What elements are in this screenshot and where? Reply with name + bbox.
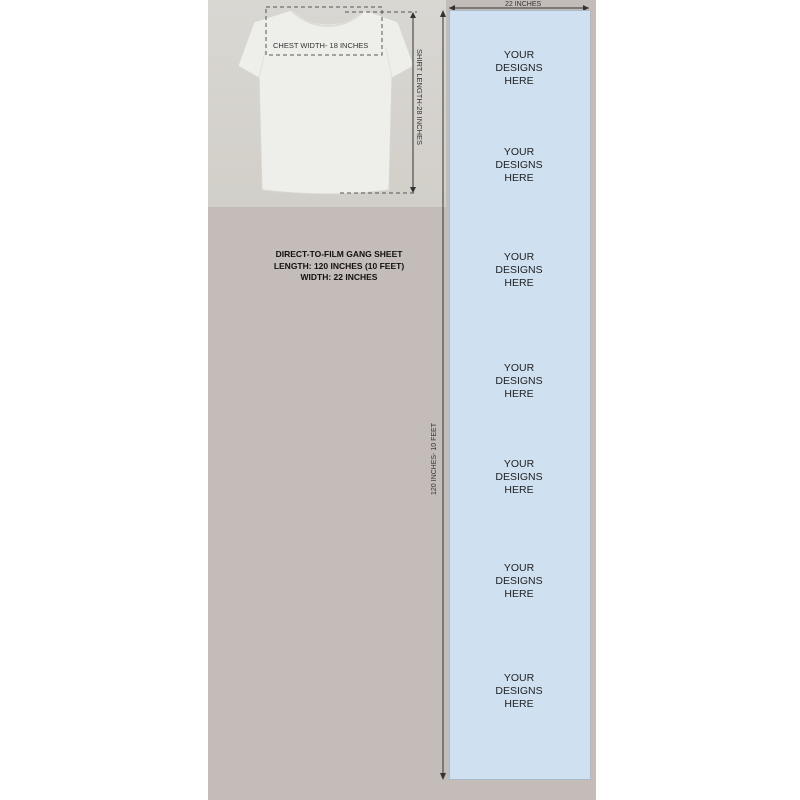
- design-slot: YOUR DESIGNS HERE: [495, 458, 543, 496]
- design-slot: YOUR DESIGNS HERE: [495, 251, 543, 289]
- sheet-length-label: 120 INCHES- 10 FEET: [431, 423, 438, 495]
- design-slot: YOUR DESIGNS HERE: [495, 562, 543, 600]
- sheet-width-label: 22 INCHES: [505, 1, 542, 8]
- shirt-length-label: SHIRT LENGTH-28 INCHES: [415, 49, 424, 145]
- sheet-info-width: WIDTH: 22 INCHES: [300, 272, 378, 282]
- chest-width-label: CHEST WIDTH- 18 INCHES: [273, 41, 369, 50]
- design-slot: YOUR DESIGNS HERE: [495, 146, 543, 184]
- sheet-info-length: LENGTH: 120 INCHES (10 FEET): [273, 260, 405, 271]
- design-slot: YOUR DESIGNS HERE: [495, 49, 543, 87]
- sheet-info-title: DIRECT-TO-FILM GANG SHEET: [275, 249, 403, 259]
- sheet-info: [246, 249, 432, 284]
- design-slot: YOUR DESIGNS HERE: [495, 672, 543, 710]
- design-slot: YOUR DESIGNS HERE: [495, 362, 543, 400]
